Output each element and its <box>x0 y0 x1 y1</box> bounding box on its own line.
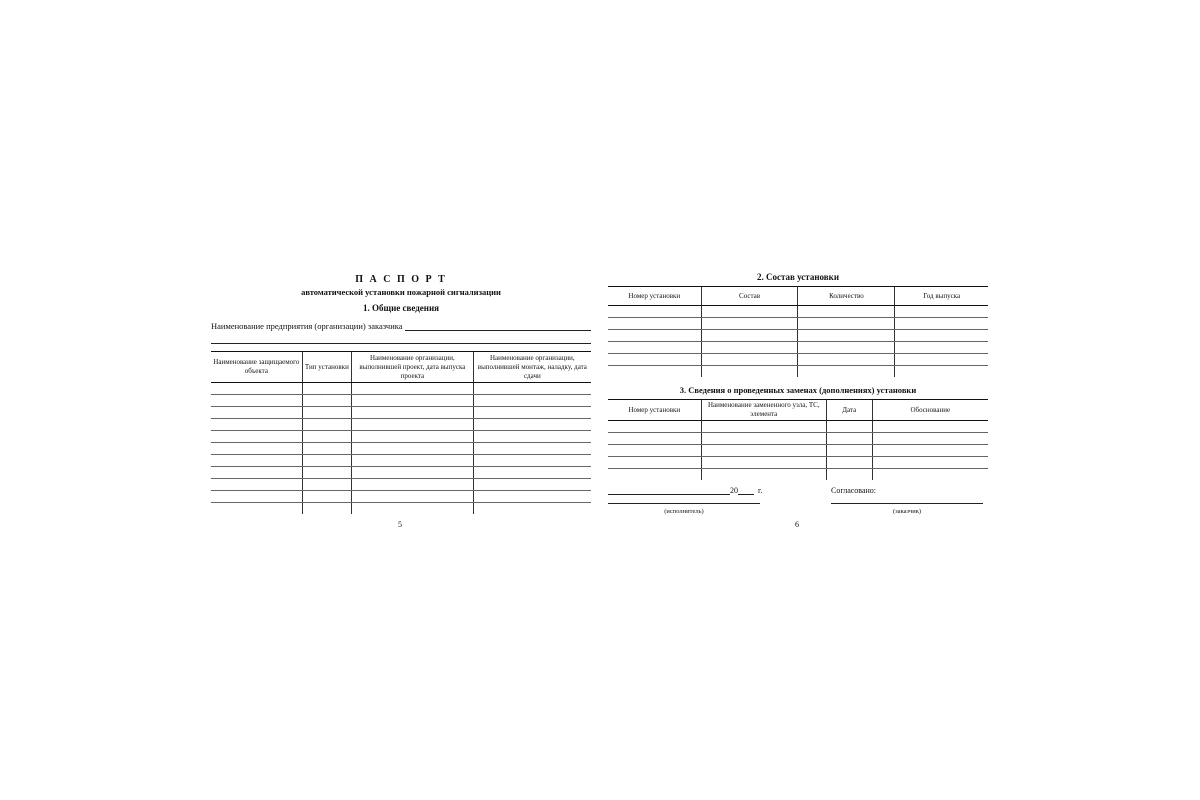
table-cell[interactable] <box>608 342 701 354</box>
table-cell[interactable] <box>826 469 872 481</box>
table-cell[interactable] <box>352 491 474 503</box>
header-year: Год выпуска <box>895 287 988 306</box>
header-object-name: Наименование защищаемого объекта <box>211 352 302 383</box>
table-cell[interactable] <box>473 407 591 419</box>
table-cell[interactable] <box>352 419 474 431</box>
table-cell[interactable] <box>608 354 701 366</box>
table-cell[interactable] <box>608 318 701 330</box>
table-cell[interactable] <box>798 306 895 318</box>
table-cell[interactable] <box>302 383 351 395</box>
table-cell[interactable] <box>872 469 988 481</box>
table-cell[interactable] <box>473 479 591 491</box>
table-cell[interactable] <box>473 503 591 515</box>
table-cell[interactable] <box>798 318 895 330</box>
table-row <box>211 479 591 491</box>
page-number-left: 5 <box>398 520 402 529</box>
header-install-type: Тип установки <box>302 352 351 383</box>
table-cell[interactable] <box>352 443 474 455</box>
table-cell[interactable] <box>211 407 302 419</box>
table-cell[interactable] <box>798 342 895 354</box>
table-row <box>608 354 988 366</box>
table-cell[interactable] <box>701 366 798 378</box>
table-cell[interactable] <box>473 467 591 479</box>
table-cell[interactable] <box>701 354 798 366</box>
section3-title: 3. Сведения о проведенных заменах (дополнениях) установки <box>679 385 917 395</box>
table-cell[interactable] <box>302 419 351 431</box>
table-cell[interactable] <box>211 467 302 479</box>
header-project-org: Наименование организации, выполнившей проект, дата выпуска проекта <box>352 352 474 383</box>
table-cell[interactable] <box>701 469 826 481</box>
table-row <box>608 342 988 354</box>
date-suffix: г. <box>758 486 763 495</box>
table-row <box>211 491 591 503</box>
table-cell[interactable] <box>895 354 988 366</box>
table-row <box>211 395 591 407</box>
table-cell[interactable] <box>211 431 302 443</box>
customer-caption: (заказчик) <box>892 508 922 515</box>
table-cell[interactable] <box>798 366 895 378</box>
table-cell[interactable] <box>701 306 798 318</box>
table-cell[interactable] <box>352 455 474 467</box>
table-cell[interactable] <box>473 395 591 407</box>
general-info-table <box>211 351 591 514</box>
table-cell[interactable] <box>608 306 701 318</box>
executor-caption: (исполнитель) <box>664 508 704 515</box>
table-row <box>608 330 988 342</box>
table-cell[interactable] <box>798 330 895 342</box>
table-row <box>211 431 591 443</box>
table-cell[interactable] <box>211 383 302 395</box>
table-cell[interactable] <box>895 306 988 318</box>
table-cell[interactable] <box>473 443 591 455</box>
table-cell[interactable] <box>352 407 474 419</box>
table-row <box>211 443 591 455</box>
table-cell[interactable] <box>473 455 591 467</box>
header-replaced-unit: Наименование замененного узла, ТС, элемента <box>701 400 826 421</box>
composition-table-body <box>608 306 988 378</box>
table-cell[interactable] <box>211 455 302 467</box>
table-cell[interactable] <box>895 330 988 342</box>
section2-title: 2. Состав установки <box>756 272 840 282</box>
left-page <box>211 270 591 514</box>
table-row <box>608 366 988 378</box>
table-cell[interactable] <box>473 431 591 443</box>
table-cell[interactable] <box>352 479 474 491</box>
table-cell[interactable] <box>701 421 826 433</box>
customer-signature-line[interactable] <box>831 503 983 504</box>
general-info-table-body <box>211 383 591 515</box>
table-cell[interactable] <box>872 433 988 445</box>
table-row <box>211 383 591 395</box>
executor-signature-line[interactable] <box>608 503 760 504</box>
table-cell[interactable] <box>352 395 474 407</box>
table-cell[interactable] <box>701 433 826 445</box>
table-row <box>608 457 988 469</box>
date-day-month-line[interactable] <box>608 486 730 495</box>
table-cell[interactable] <box>302 479 351 491</box>
table-cell[interactable] <box>302 443 351 455</box>
table-cell[interactable] <box>798 354 895 366</box>
table-cell[interactable] <box>352 383 474 395</box>
section1-title: 1. Общие сведения <box>362 303 440 313</box>
table-cell[interactable] <box>701 342 798 354</box>
date-year-prefix: 20 <box>730 486 738 495</box>
table-cell[interactable] <box>211 419 302 431</box>
table-cell[interactable] <box>701 330 798 342</box>
table-cell[interactable] <box>872 421 988 433</box>
table-cell[interactable] <box>352 467 474 479</box>
table-row <box>608 445 988 457</box>
page-number-right: 6 <box>795 520 799 529</box>
table-cell[interactable] <box>302 395 351 407</box>
customer-fill-line-2[interactable] <box>211 331 591 344</box>
replacements-table-body <box>608 421 988 481</box>
date-field[interactable] <box>608 486 762 495</box>
right-page <box>608 270 988 526</box>
header-quantity: Количество <box>798 287 895 306</box>
table-row <box>211 467 591 479</box>
table-cell[interactable] <box>608 433 701 445</box>
table-cell[interactable] <box>895 342 988 354</box>
table-cell[interactable] <box>211 503 302 515</box>
header-replace-install-number: Номер установки <box>608 400 701 421</box>
table-row <box>211 419 591 431</box>
table-cell[interactable] <box>608 457 701 469</box>
table-row <box>211 503 591 515</box>
header-date: Дата <box>826 400 872 421</box>
table-cell[interactable] <box>701 457 826 469</box>
table-cell[interactable] <box>895 318 988 330</box>
table-cell[interactable] <box>608 330 701 342</box>
header-justification: Обоснование <box>872 400 988 421</box>
customer-field[interactable] <box>211 321 591 331</box>
passport-title: П А С П О Р Т <box>355 274 447 285</box>
header-mount-org: Наименование организации, выполнившей монтаж, наладку, дата сдачи <box>473 352 591 383</box>
table-cell[interactable] <box>473 419 591 431</box>
composition-table <box>608 286 988 377</box>
approved-label: Согласовано: <box>831 486 877 495</box>
table-cell[interactable] <box>302 467 351 479</box>
table-row <box>608 421 988 433</box>
table-row <box>608 318 988 330</box>
table-cell[interactable] <box>473 383 591 395</box>
table-row <box>608 306 988 318</box>
table-cell[interactable] <box>211 443 302 455</box>
table-cell[interactable] <box>302 407 351 419</box>
table-cell[interactable] <box>302 503 351 515</box>
table-cell[interactable] <box>701 445 826 457</box>
table-cell[interactable] <box>302 431 351 443</box>
table-cell[interactable] <box>701 318 798 330</box>
table-cell[interactable] <box>473 491 591 503</box>
header-install-number: Номер установки <box>608 287 701 306</box>
table-cell[interactable] <box>826 421 872 433</box>
date-year-line[interactable] <box>738 486 754 495</box>
table-cell[interactable] <box>302 491 351 503</box>
table-cell[interactable] <box>211 395 302 407</box>
table-cell[interactable] <box>895 366 988 378</box>
table-cell[interactable] <box>352 503 474 515</box>
table-cell[interactable] <box>352 431 474 443</box>
table-cell[interactable] <box>302 455 351 467</box>
customer-label: Наименование предприятия (организации) заказчика <box>211 321 403 331</box>
table-row <box>211 455 591 467</box>
customer-fill-line[interactable] <box>405 321 591 331</box>
table-cell[interactable] <box>608 445 701 457</box>
table-cell[interactable] <box>826 433 872 445</box>
table-cell[interactable] <box>872 457 988 469</box>
table-cell[interactable] <box>608 469 701 481</box>
table-row <box>211 407 591 419</box>
table-cell[interactable] <box>608 366 701 378</box>
table-cell[interactable] <box>826 457 872 469</box>
header-composition: Состав <box>701 287 798 306</box>
table-cell[interactable] <box>608 421 701 433</box>
table-cell[interactable] <box>872 445 988 457</box>
table-row <box>608 433 988 445</box>
passport-subtitle: автоматической установки пожарной сигнализации <box>301 287 501 297</box>
table-cell[interactable] <box>211 491 302 503</box>
table-cell[interactable] <box>211 479 302 491</box>
table-row <box>608 469 988 481</box>
replacements-table <box>608 399 988 480</box>
table-cell[interactable] <box>826 445 872 457</box>
